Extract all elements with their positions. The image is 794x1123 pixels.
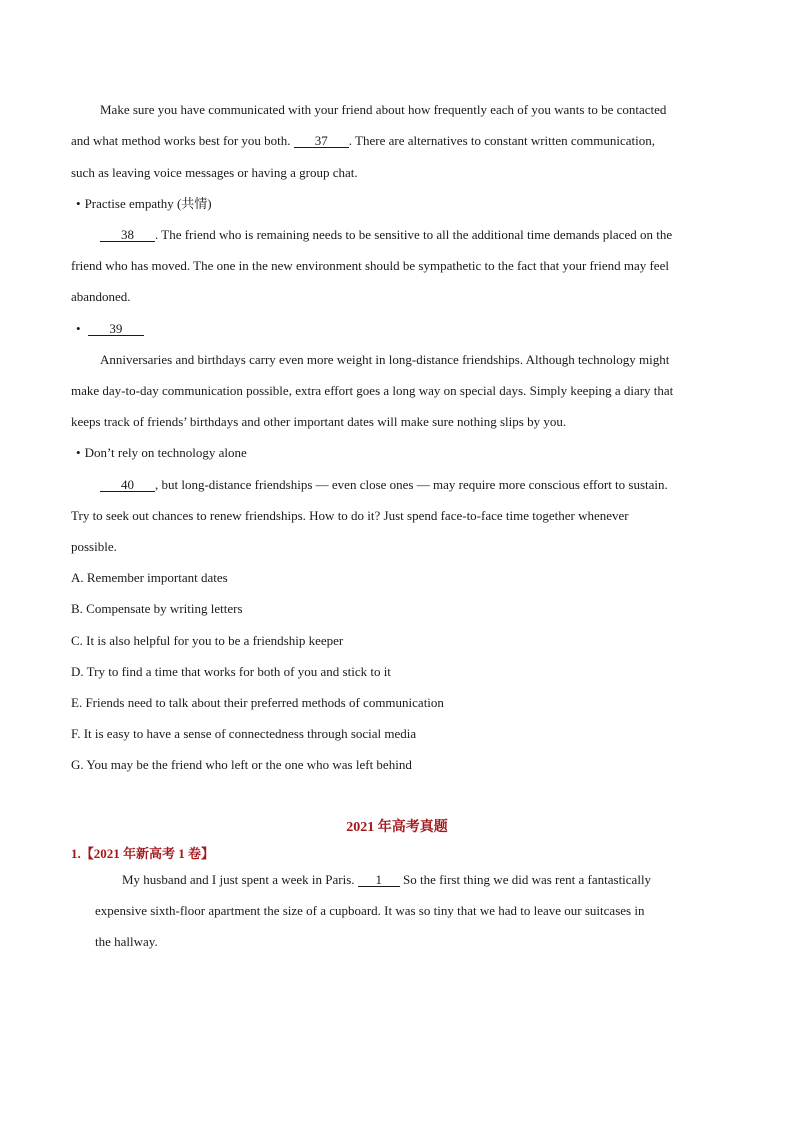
option-f: F. It is easy to have a sense of connectedness through social media <box>71 726 417 741</box>
passage-text: , but long-distance friendships — even close ones — may require more conscious effort to sustain. <box>155 477 668 492</box>
question-line <box>122 872 651 888</box>
blank-37: 37 <box>294 134 349 148</box>
bullet-icon: • <box>76 321 81 336</box>
question-text: My husband and I just spent a week in Paris. <box>122 872 355 887</box>
blank-38: 38 <box>100 228 155 242</box>
heading-text: Practise empathy (共情) <box>84 196 212 211</box>
passage-text: and what method works best for you both. <box>71 133 291 148</box>
option-d: D. Try to find a time that works for both of you and stick to it <box>71 664 391 679</box>
question-label: 1.【2021 年新高考 1 卷】 <box>71 846 215 861</box>
passage-line: possible. <box>71 539 117 554</box>
passage-line: Make sure you have communicated with your friend about how frequently each of you wants to be contacted <box>100 102 667 117</box>
option-e: E. Friends need to talk about their preferred methods of communication <box>71 695 444 710</box>
option-c: C. It is also helpful for you to be a friendship keeper <box>71 633 344 648</box>
question-text: So the first thing we did was rent a fantastically <box>403 872 652 887</box>
passage-line: keeps track of friends’ birthdays and other important dates will make sure nothing slips by you. <box>71 414 567 429</box>
bullet-icon: • <box>76 196 81 211</box>
section-heading <box>76 321 144 337</box>
section-title: 2021 年高考真题 <box>346 820 448 835</box>
passage-text: . The friend who is remaining needs to be sensitive to all the additional time demands placed on the <box>155 227 673 242</box>
blank-40: 40 <box>100 478 155 492</box>
option-g: G. You may be the friend who left or the one who was left behind <box>71 757 412 772</box>
blank-39: 39 <box>88 322 144 336</box>
blank-1: 1 <box>358 873 400 887</box>
passage-line: friend who has moved. The one in the new environment should be sympathetic to the fact that your friend may feel <box>71 258 669 273</box>
passage-line: abandoned. <box>71 289 131 304</box>
passage-line <box>100 227 672 243</box>
option-b: B. Compensate by writing letters <box>71 601 243 616</box>
bullet-icon: • <box>76 445 81 460</box>
passage-line: Anniversaries and birthdays carry even more weight in long-distance friendships. Although technology might <box>100 352 670 367</box>
section-heading <box>76 196 212 212</box>
passage-line <box>100 477 668 493</box>
heading-text: Don’t rely on technology alone <box>84 445 247 460</box>
passage-line <box>71 133 655 149</box>
passage-line: such as leaving voice messages or having a group chat. <box>71 165 358 180</box>
question-line: the hallway. <box>95 934 158 949</box>
passage-line: Try to seek out chances to renew friendships. How to do it? Just spend face-to-face time together whenever <box>71 508 629 523</box>
passage-line: make day-to-day communication possible, extra effort goes a long way on special days. Simply keeping a diary that <box>71 383 674 398</box>
section-heading <box>76 445 247 461</box>
option-a: A. Remember important dates <box>71 570 228 585</box>
question-line: expensive sixth-floor apartment the size of a cupboard. It was so tiny that we had to leave our suitcases in <box>95 903 645 918</box>
passage-text: . There are alternatives to constant written communication, <box>348 133 656 148</box>
